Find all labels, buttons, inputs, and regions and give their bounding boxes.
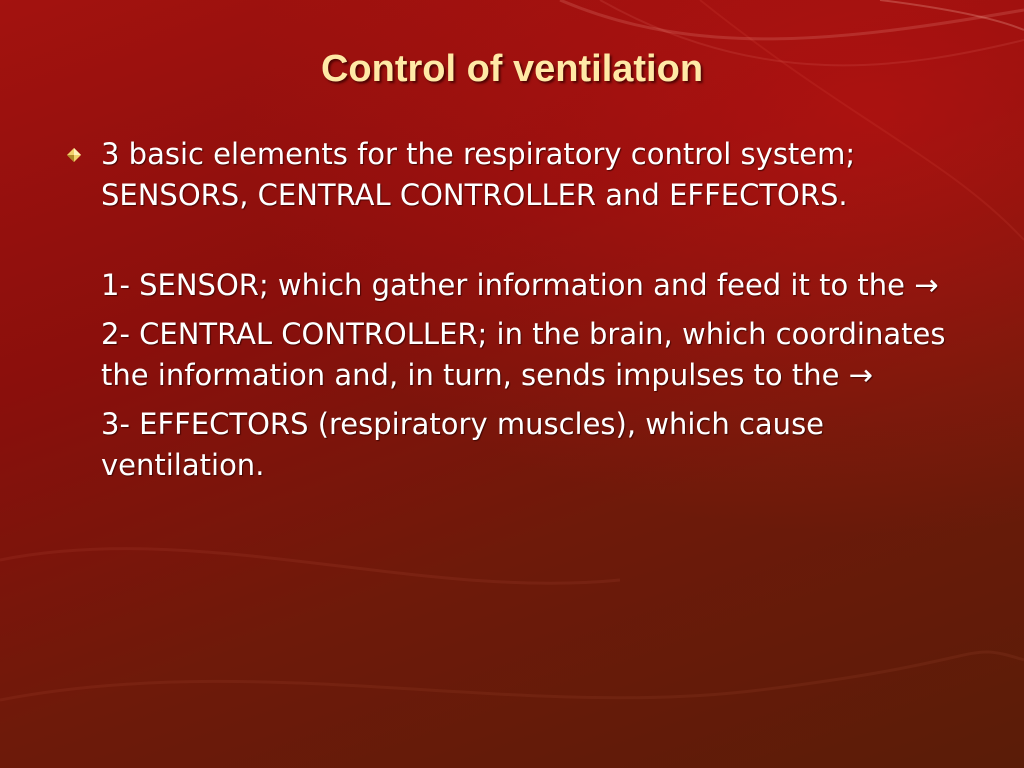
diamond-bullet-icon <box>66 147 82 163</box>
slide-content <box>64 134 974 486</box>
list-item-central-controller: 2- CENTRAL CONTROLLER; in the brain, which coordinates the information and, in turn, sends impulses to the → <box>101 317 946 392</box>
bullet-item <box>64 134 974 216</box>
slide-title: Control of ventilation <box>320 48 704 90</box>
list-item-effectors: 3- EFFECTORS (respiratory muscles), which cause ventilation. <box>101 407 825 482</box>
bullet-text: 3 basic elements for the respiratory control system; SENSORS, CENTRAL CONTROLLER and EFFECTORS. <box>101 137 856 212</box>
list-item-sensor: 1- SENSOR; which gather information and feed it to the → <box>101 268 939 302</box>
